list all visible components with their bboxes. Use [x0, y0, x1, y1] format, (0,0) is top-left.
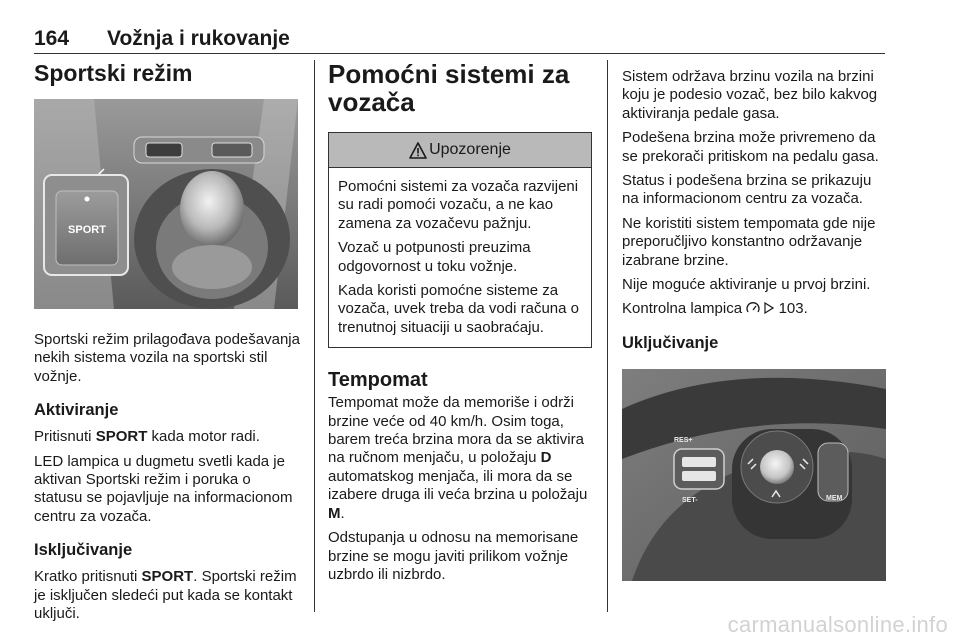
sport-button-label: SPORT	[68, 224, 106, 236]
column-cruise-details	[622, 60, 888, 581]
heading-activation: Aktiviranje	[34, 401, 119, 420]
page-reference-arrow-icon	[764, 302, 774, 314]
column-divider	[314, 60, 315, 612]
sport-console-illustration	[34, 99, 298, 309]
cruise-deviation-text: Odstupanja u odnosu na memorisane brzine se mogu javiti prilikom vožnje uzbrdo ili nizbrdo.	[328, 529, 579, 583]
warning-text: Pomoćni sistemi za vozača razvijeni su radi pomoći vozaču, a ne kao zamena za vozačevu pažnju.	[338, 178, 579, 232]
heading-deactivation: Isključivanje	[34, 541, 133, 560]
mem-button-label: MEM	[826, 494, 843, 502]
heading-cruise-control: Tempomat	[328, 369, 428, 392]
activation-led-text: LED lampica u dugmetu svetli kada je aktivan Sportski režim i poruka o statusu se pojavljuje na informacionom centru za vozača.	[34, 452, 293, 525]
cruise-text: Ne koristiti sistem tempomata gde nije preporučljivo konstantno održavanje izabrane brzine.	[622, 214, 876, 269]
warning-text: Kada koristi pomoćne sisteme za vozača, uvek treba da vodi računa o trenutnoj situaciji u saobraćaju.	[338, 282, 579, 336]
warning-text: Vozač u potpunosti preuzima odgovornost u toku vožnje.	[338, 239, 531, 275]
page-header	[34, 27, 885, 54]
sport-button-photo	[34, 99, 298, 309]
warning-content	[329, 168, 591, 347]
column-driver-assist	[328, 60, 592, 590]
cruise-control-lamp-icon	[746, 302, 760, 314]
sport-intro-text: Sportski režim prilagođava podešavanja nekih sistema vozila na sportski stil vožnje.	[34, 331, 300, 385]
column-divider	[607, 60, 608, 612]
chapter-title: Vožnja i rukovanje	[107, 27, 290, 50]
res-button-label: RES+	[674, 436, 693, 444]
activation-step: Pritisnuti SPORT kada motor radi.	[34, 428, 260, 446]
steering-wheel-photo	[622, 369, 886, 581]
cruise-text: Sistem održava brzinu vozila na brzini koju je podesio vozač, bez bilo kakvog aktiviranja pedale gasa.	[622, 68, 878, 122]
steering-wheel-illustration	[622, 369, 886, 581]
warning-header	[329, 133, 591, 168]
cruise-text: Nije moguće aktiviranje u prvoj brzini.	[622, 276, 871, 294]
warning-box	[328, 132, 592, 348]
cruise-text: Podešena brzina može privremeno da se prekorači pritiskom na pedalu gasa.	[622, 129, 879, 165]
section-title-sport: Sportski režim	[34, 60, 193, 86]
column-sport-mode	[34, 60, 300, 629]
deactivation-text: Kratko pritisnuti SPORT. Sportski režim je isključen sledeći put kada se kontakt uključi.	[34, 568, 297, 623]
page-number: 164	[34, 27, 70, 50]
control-lamp-reference: Kontrolna lampica 103.	[622, 300, 808, 318]
set-button-label: SET-	[682, 496, 698, 504]
cruise-speed-text: Tempomat može da memoriše i održi brzine veće od 40 km/h. Osim toga, barem treća brzina mora da se aktivira na ručnom menjaču, u položaju D automatskog menjača, ili mora da se izabere druga ili veća brzina u položaju M.	[328, 394, 588, 522]
warning-heading: Upozorenje	[429, 141, 511, 158]
watermark: carmanualsonline.info	[727, 612, 948, 637]
warning-triangle-icon	[409, 142, 427, 159]
heading-switch-on: Uključivanje	[622, 333, 719, 352]
cruise-text: Status i podešena brzina se prikazuju na informacionom centru za vozača.	[622, 172, 872, 208]
section-title-driver-assist: Pomoćni sistemi za vozača	[328, 59, 570, 117]
